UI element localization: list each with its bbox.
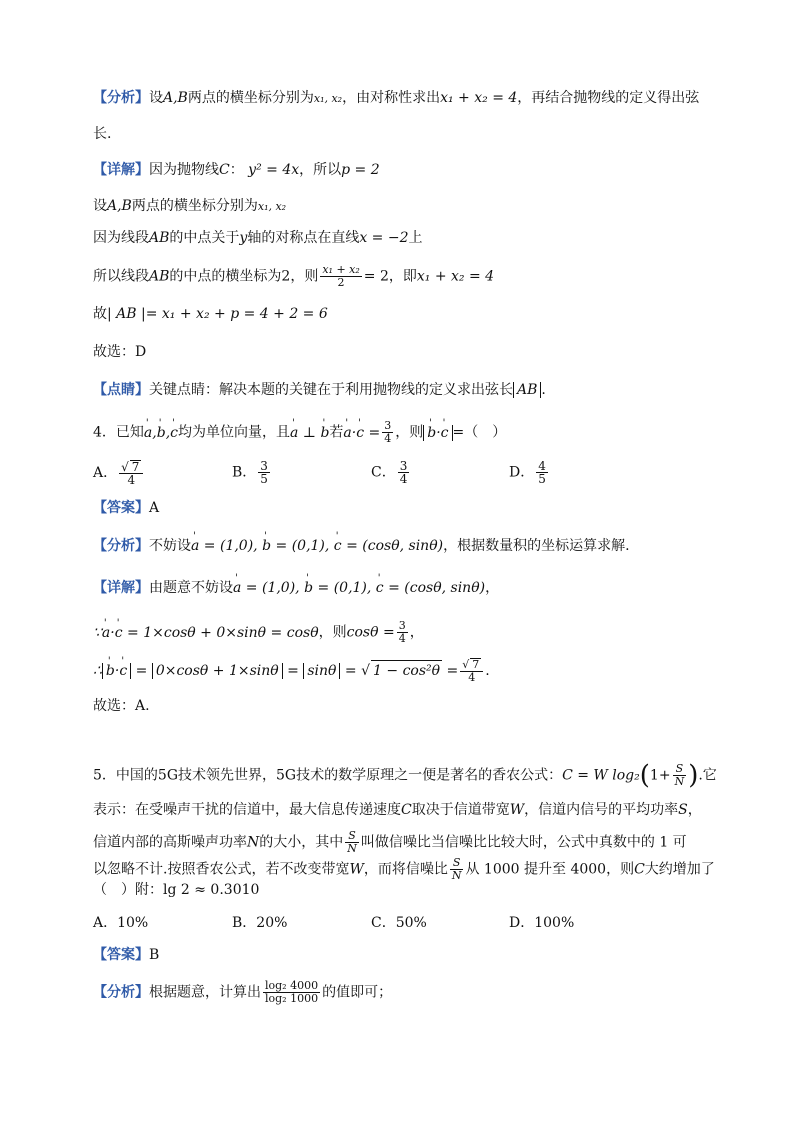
q5-stem-4 <box>93 857 715 882</box>
text: 若 <box>329 424 344 441</box>
math: x₁ + x₂ = 4 <box>440 90 518 106</box>
text: ，即 <box>388 268 417 285</box>
math: N <box>247 834 260 851</box>
q5-answer <box>93 945 159 965</box>
math: AB <box>513 382 541 398</box>
q3-line4: 所以线段AB的中点的横坐标为2，则 $\frac{\text{x₁ + x₂}}{2}$ = 2，即x₁ + x₂ = 4 <box>93 263 495 289</box>
fraction: $\frac{√ 7}{4}$ <box>460 658 483 684</box>
detail-tag: 【详解】 <box>93 162 149 178</box>
math: C <box>401 802 412 818</box>
fraction: $\frac{3}{5}$ <box>260 459 268 486</box>
text: 不妨设 <box>149 538 191 554</box>
text: 设 <box>93 198 107 214</box>
analysis-tag: 【分析】 <box>93 984 149 1001</box>
option-c: C．50% <box>371 915 427 931</box>
text: 的中点关于 <box>169 230 240 246</box>
text: ，则 <box>395 424 424 441</box>
math: ' a,' b,' c <box>144 425 178 441</box>
text: 它 <box>702 767 717 784</box>
math: x = −2 <box>359 230 409 246</box>
math: p = 2 <box>341 162 380 178</box>
option-a: A．10% <box>93 915 149 931</box>
text: 的值即可； <box>322 984 393 1001</box>
q3-line5 <box>93 304 328 324</box>
text: B <box>149 947 160 963</box>
text: 的中点的横坐标为2，则 <box>169 268 319 285</box>
text: 因为线段 <box>93 230 149 246</box>
q5-stem-3 <box>93 830 687 855</box>
fraction: $\frac{S}{N}$ <box>451 856 462 882</box>
detail-tag: 【详解】 <box>93 580 149 596</box>
text: 信道内部的高斯噪声功率 <box>93 834 247 851</box>
analysis-tag: 【分析】 <box>93 538 149 554</box>
math: C <box>634 861 645 878</box>
text: ，则 <box>318 624 347 641</box>
q5-stem-1: 5．中国的5G技术领先世界，5G技术的数学原理之一便是著名的香农公式：C = W log₂(1+ $\frac{S}{N}$ ).它 <box>93 760 717 791</box>
math: y <box>239 230 248 246</box>
text: 设 <box>149 90 163 106</box>
text: 两点的横坐标分别为 <box>131 198 258 214</box>
option-d: D．100% <box>509 915 575 931</box>
option-a <box>93 460 145 486</box>
q3-line2 <box>93 196 286 217</box>
fraction: $\frac{√ 7}{4}$ <box>119 460 143 486</box>
text: 因为抛物线 <box>149 162 219 178</box>
math: | AB |= x₁ + x₂ + p = 4 + 2 = 6 <box>107 306 328 322</box>
math: A,B <box>107 198 132 214</box>
text: 取决于信道带宽 <box>411 802 510 818</box>
q4-detail: 【详解】由题意不妨设' a = (1,0), ' b = (0,1), ' c = (cosθ, sinθ)， <box>93 578 499 598</box>
text: 以忽略不计.按照香农公式，若不改变带宽 <box>93 861 350 878</box>
math: x₁, x₂ <box>257 200 287 213</box>
math: W <box>349 861 364 878</box>
text: 根据题意，计算出 <box>149 984 261 1001</box>
text: 5．中国的5G技术领先世界，5G技术的数学原理之一便是著名的香农公式： <box>93 767 563 784</box>
option-label: D． <box>509 464 535 481</box>
option-b: B．20% <box>232 915 288 931</box>
q3-detail-line: 【详解】因为抛物线C： y² = 4x，所以p = 2 <box>93 162 380 178</box>
answer-tag: 【答案】 <box>93 947 149 963</box>
q3-analysis-cont: 长. <box>93 126 112 142</box>
math: C = W log₂ <box>562 767 640 784</box>
text: ，再结合抛物线的定义得出弦 <box>517 90 700 106</box>
math: ' a·' c = <box>343 425 380 441</box>
text: 大约增加了 <box>644 861 715 878</box>
math: AB <box>149 268 170 285</box>
option-label: B． <box>232 464 257 481</box>
text: 从 1000 提升至 4000，则 <box>465 861 635 878</box>
fraction: $\frac{3}{4}$ <box>384 419 392 445</box>
q3-choice: 故选：D <box>93 344 147 360</box>
math: S <box>678 802 688 818</box>
q5-analysis <box>93 980 392 1005</box>
text: 关键点睛：解决本题的关键在于利用抛物线的定义求出弦长 <box>149 382 513 398</box>
text: 的大小，其中 <box>259 834 344 851</box>
answer-tag: 【答案】 <box>93 500 149 516</box>
fraction: $\frac{4}{5}$ <box>538 459 546 486</box>
q3-analysis-line <box>93 88 699 109</box>
analysis-tag: 【分析】 <box>93 90 149 106</box>
text: 由题意不妨设 <box>149 580 233 596</box>
paren: ( <box>639 760 650 791</box>
fraction: $\frac{\text{log₂ 4000}}{\text{log₂ 1000}}$ <box>265 979 319 1005</box>
fraction: $\frac{3}{4}$ <box>399 459 408 486</box>
q3-line3 <box>93 228 423 248</box>
paren: ) <box>688 760 699 791</box>
math: ∵' a·' c = 1×cosθ + 0×sinθ = cosθ <box>93 625 319 641</box>
math: x₁ + x₂ = 4 <box>416 268 495 285</box>
q4-final: 故选：A. <box>93 698 150 714</box>
option-label: A． <box>93 465 118 481</box>
text: 上 <box>408 230 423 246</box>
text: 4．已知 <box>93 424 144 441</box>
math: ∴' b·' c = 0×cosθ + 1×sinθ = sinθ = √ 1 − cos²θ = <box>93 663 458 679</box>
text: 故 <box>93 306 107 322</box>
text: ，所以 <box>299 162 342 178</box>
option-d <box>509 460 550 485</box>
text: ，根据数量积的坐标运算求解. <box>443 538 630 554</box>
q5-stem-5: （ ）附：lg 2 ≈ 0.3010 <box>93 882 260 898</box>
math: ' a = (1,0), ' b = (0,1), ' c = (cosθ, sinθ) <box>233 580 485 596</box>
text: 两点的横坐标分别为 <box>187 90 314 106</box>
text: A <box>149 500 160 516</box>
math: C <box>219 162 230 178</box>
option-c <box>371 460 411 485</box>
q3-comment: 【点睛】关键点睛：解决本题的关键在于利用抛物线的定义求出弦长 AB . <box>93 382 546 398</box>
math: AB <box>149 230 170 246</box>
math: y² = 4x <box>248 162 300 178</box>
text: 表示：在受噪声干扰的信道中，最大信息传递速度 <box>93 802 401 818</box>
q4-analysis <box>93 536 630 556</box>
q4-stem <box>93 420 506 445</box>
q4-answer <box>93 498 159 518</box>
option-label: C． <box>371 464 396 481</box>
q4-calc1: ∵' a·' c = 1×cosθ + 0×sinθ = cosθ，则cosθ = $\frac{3}{4}$ ， <box>93 620 424 645</box>
fraction: $\frac{3}{4}$ <box>398 619 406 645</box>
comment-tag: 【点睛】 <box>93 382 149 398</box>
q4-calc2: ∴' b·' c = 0×cosθ + 1×sinθ = sinθ = √ 1 − cos²θ = $\frac{√ 7}{4}$ . <box>93 658 490 684</box>
text: ，而将信噪比 <box>363 861 448 878</box>
math: ' b·' c <box>423 425 452 441</box>
math: W <box>509 802 525 818</box>
q5-stem-2: 表示：在受噪声干扰的信道中，最大信息传递速度C取决于信道带宽W，信道内信号的平均功率S， <box>93 802 702 818</box>
text: =（ ） <box>452 424 507 441</box>
text: 叫做信噪比当信噪比比较大时，公式中真数中的 1 可 <box>360 834 687 851</box>
fraction: $\frac{\text{x₁ + x₂}}{2}$ <box>322 263 360 289</box>
text: ，由对称性求出 <box>342 90 441 106</box>
text: 均为单位向量，且 <box>178 424 290 441</box>
math: ' a ⊥ ' b <box>290 425 329 441</box>
option-b <box>232 460 272 485</box>
text: 轴的对称点在直线 <box>247 230 360 246</box>
text: 所以线段 <box>93 268 149 285</box>
math: A,B <box>163 90 188 106</box>
fraction: $\frac{S}{N}$ <box>347 829 357 855</box>
math: ' a = (1,0), ' b = (0,1), ' c = (cosθ, sinθ) <box>191 538 443 554</box>
fraction: $\frac{S}{N}$ <box>674 762 685 788</box>
math: x₁, x₂ <box>313 92 343 105</box>
math: cosθ = <box>346 624 395 641</box>
text: ，信道内信号的平均功率 <box>524 802 679 818</box>
